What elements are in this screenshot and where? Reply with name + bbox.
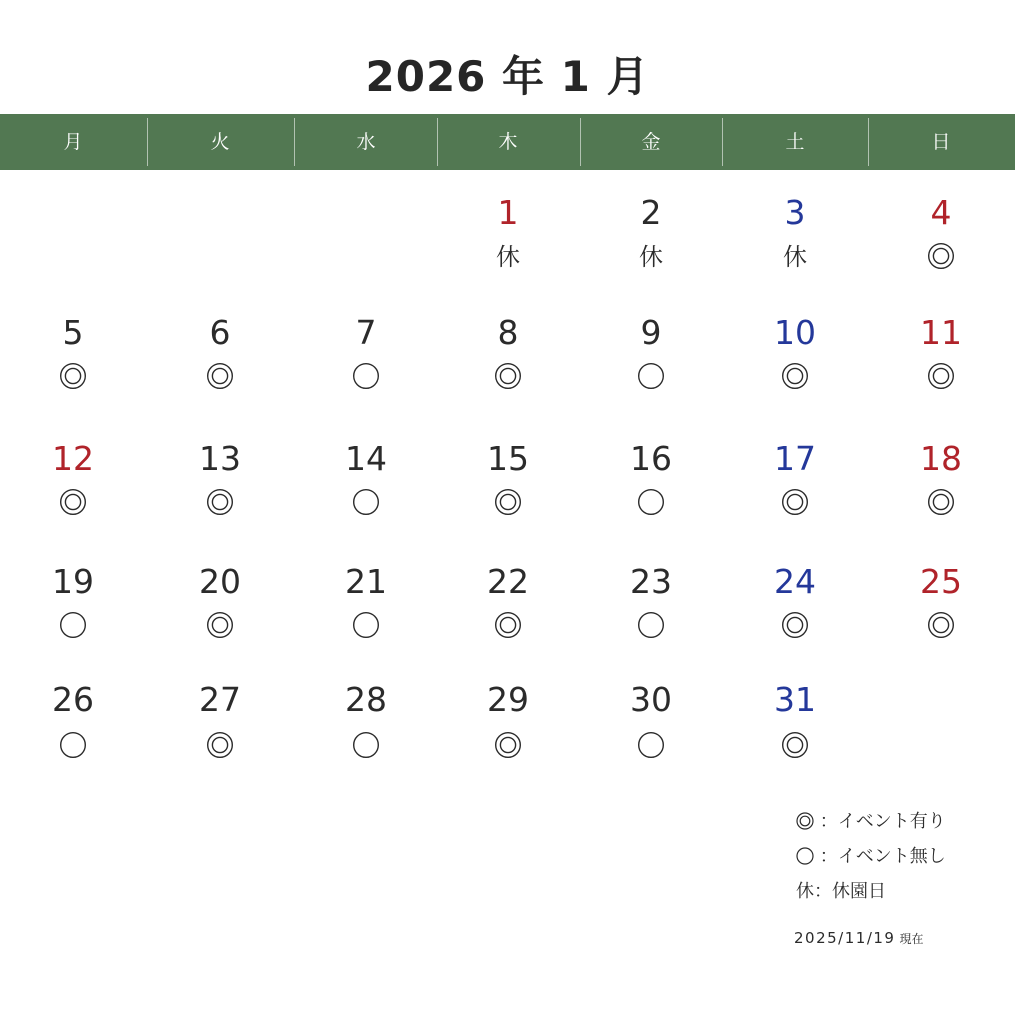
closed-mark [448, 242, 568, 272]
day-number: 13 [199, 439, 241, 478]
circle-icon [591, 362, 711, 392]
weekday-divider [437, 118, 438, 166]
weekday-label: 木 [498, 131, 518, 153]
weekday-label: 日 [931, 131, 951, 153]
double-circle-icon [796, 811, 820, 832]
weekday-label: 水 [356, 131, 376, 153]
circle-icon [306, 731, 426, 761]
double-circle-icon [160, 731, 280, 761]
day-number: 20 [199, 562, 241, 601]
double-circle-icon [13, 488, 133, 518]
closed-label: 休 [639, 243, 663, 271]
double-circle-icon [881, 362, 1001, 392]
day-number: 14 [345, 439, 387, 478]
closed-label: 休 [783, 243, 807, 271]
day-number: 7 [355, 313, 377, 352]
day-number: 15 [487, 439, 529, 478]
weekday-label: 金 [641, 131, 661, 153]
double-circle-icon [735, 731, 855, 761]
double-circle-icon [160, 611, 280, 641]
double-circle-icon [13, 362, 133, 392]
day-number: 9 [640, 313, 662, 352]
day-number: 29 [487, 680, 529, 719]
circle-icon [306, 362, 426, 392]
day-number: 16 [630, 439, 672, 478]
circle-icon [13, 611, 133, 641]
updated-date: 2025/11/19 [794, 929, 896, 947]
day-number: 6 [209, 313, 231, 352]
legend-no-event-label: ：イベント無し [819, 846, 946, 867]
day-number: 1 [497, 193, 519, 232]
day-number: 28 [345, 680, 387, 719]
day-number: 4 [930, 193, 952, 232]
weekday-label: 月 [63, 131, 83, 153]
day-number: 11 [920, 313, 962, 352]
legend-event-label: ：イベント有り [819, 811, 946, 832]
circle-icon [306, 611, 426, 641]
weekday-divider [722, 118, 723, 166]
day-number: 25 [920, 562, 962, 601]
legend-no-event [796, 845, 946, 869]
day-number: 24 [774, 562, 816, 601]
circle-icon [306, 488, 426, 518]
closed-mark [735, 242, 855, 272]
closed-label: 休 [496, 243, 520, 271]
day-number: 3 [784, 193, 806, 232]
legend-closed-symbol: 休 [796, 881, 814, 902]
double-circle-icon [448, 611, 568, 641]
day-number: 19 [52, 562, 94, 601]
legend-closed [796, 880, 886, 904]
legend-event [796, 810, 946, 834]
day-number: 26 [52, 680, 94, 719]
updated-stamp [794, 929, 923, 947]
day-number: 12 [52, 439, 94, 478]
weekday-divider [147, 118, 148, 166]
double-circle-icon [881, 488, 1001, 518]
day-number: 5 [62, 313, 84, 352]
day-number: 17 [774, 439, 816, 478]
double-circle-icon [448, 731, 568, 761]
updated-suffix: 現在 [899, 932, 924, 946]
weekday-divider [868, 118, 869, 166]
day-number: 30 [630, 680, 672, 719]
circle-icon [591, 488, 711, 518]
double-circle-icon [735, 488, 855, 518]
day-number: 18 [920, 439, 962, 478]
circle-icon [591, 731, 711, 761]
weekday-label: 火 [210, 131, 230, 153]
weekday-divider [580, 118, 581, 166]
day-number: 23 [630, 562, 672, 601]
weekday-header [0, 114, 1015, 170]
day-number: 27 [199, 680, 241, 719]
double-circle-icon [448, 362, 568, 392]
circle-icon [591, 611, 711, 641]
calendar-title: 2026 年 1 月 [365, 52, 650, 101]
double-circle-icon [160, 362, 280, 392]
circle-icon [13, 731, 133, 761]
double-circle-icon [735, 611, 855, 641]
closed-mark [591, 242, 711, 272]
double-circle-icon [735, 362, 855, 392]
day-number: 21 [345, 562, 387, 601]
double-circle-icon [160, 488, 280, 518]
circle-icon [796, 846, 820, 867]
day-number: 8 [497, 313, 519, 352]
day-number: 22 [487, 562, 529, 601]
weekday-divider [294, 118, 295, 166]
double-circle-icon [881, 611, 1001, 641]
weekday-label: 土 [785, 131, 805, 153]
day-number: 10 [774, 313, 816, 352]
legend-closed-label: ：休園日 [814, 881, 886, 902]
day-number: 2 [640, 193, 662, 232]
double-circle-icon [448, 488, 568, 518]
day-number: 31 [774, 680, 816, 719]
double-circle-icon [881, 242, 1001, 272]
